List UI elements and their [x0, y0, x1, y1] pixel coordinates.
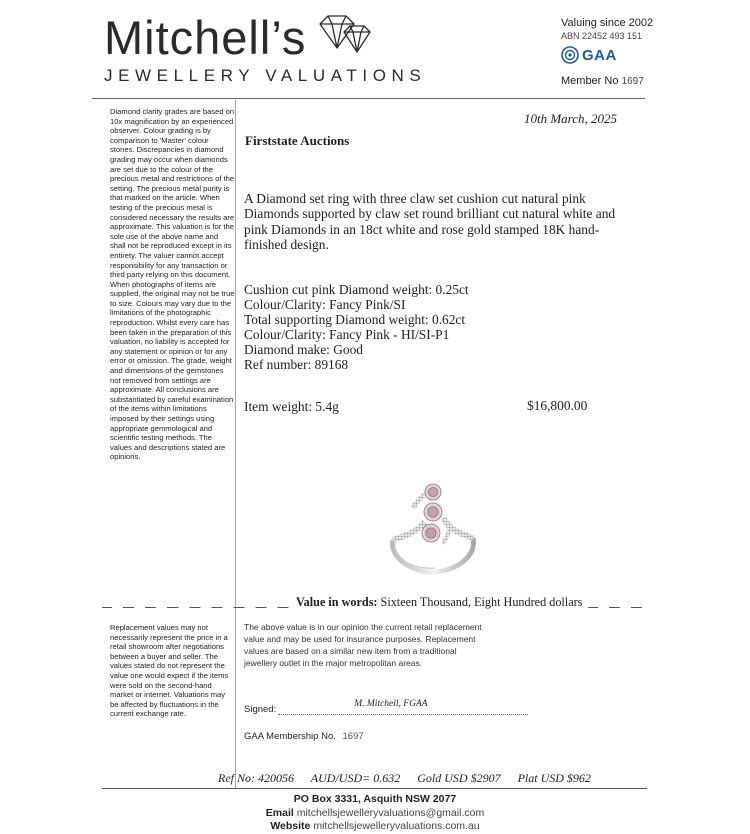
abn-number: ABN 22452 493 151	[561, 31, 643, 41]
footer-divider	[102, 788, 647, 789]
platinum-price: Plat USD $962	[517, 771, 591, 785]
signer-name: M. Mitchell, FGAA	[354, 699, 428, 709]
member-number	[561, 75, 653, 88]
membership-label: GAA Membership No.	[244, 731, 336, 742]
gaa-logo-icon	[561, 46, 579, 64]
header-divider	[92, 98, 645, 99]
reference-line	[218, 771, 605, 786]
spec-line: Cushion cut pink Diamond weight: 0.25ct	[244, 282, 469, 297]
signature-block	[244, 699, 528, 715]
email-link[interactable]: mitchellsjewelleryvaluations@gmail.com	[296, 806, 485, 819]
brand-logo	[104, 12, 426, 86]
value-words-label: Value in words:	[296, 595, 378, 609]
signed-label: Signed:	[244, 704, 277, 715]
valuing-since: Valuing since 2002	[561, 17, 654, 29]
website-label: Website	[270, 820, 311, 832]
value-in-words	[290, 595, 588, 610]
email-row	[0, 807, 750, 821]
spec-line: Ref number: 89168	[244, 357, 349, 372]
replacement-notes	[110, 623, 235, 719]
exchange-rate: AUD/USD= 0.632	[310, 771, 401, 785]
gaa-text: GAA	[582, 46, 617, 64]
item-specs	[244, 282, 469, 372]
member-no: 1697	[621, 76, 644, 87]
gaa-small-print	[561, 65, 653, 71]
opinion-text: The above value is in our opinion the current retail replacement value and may be used for insurance purposes. Replacement values are based on a similar new item from a traditional jewellery outlet in the major metropolitan areas.	[244, 622, 482, 668]
spec-line: Diamond make: Good	[244, 342, 364, 357]
ref-number: Ref No: 420056	[218, 771, 294, 785]
disclaimer-notes	[110, 107, 235, 462]
column-divider	[235, 100, 236, 788]
website-link[interactable]: mitchellsjewelleryvaluations.com.au	[313, 820, 480, 832]
item-weight: Item weight: 5.4g	[244, 399, 339, 414]
replacement-text: Replacement values may not necessarily represent the price in a retail showroom after negotiations between a buyer and seller. The values stated do not represent the value one would expect if the items were sold on the second-hand market or internet. Valuations may be affected by fluctuations in the current exchange rate.	[110, 623, 229, 719]
brand-subtitle: JEWELLERY VALUATIONS	[104, 66, 427, 85]
valuation-date: 10th March, 2025	[523, 111, 617, 126]
signature-line	[278, 699, 528, 715]
header-info	[561, 17, 653, 88]
gaa-logo	[561, 46, 653, 64]
member-label: Member No	[561, 75, 619, 87]
ring-photo	[385, 478, 481, 578]
po-box: PO Box 3331, Asquith NSW 2077	[293, 793, 457, 805]
gaa-membership	[244, 731, 364, 742]
gold-price: Gold USD $2907	[417, 771, 501, 785]
spec-line: Colour/Clarity: Fancy Pink - HI/SI-P1	[244, 327, 450, 342]
item-description: A Diamond set ring with three claw set cushion cut natural pink Diamonds supported by claw set round brilliant cut natural white and pink Diamonds in an 18ct white and rose gold stamped 18K hand-finished design.	[244, 191, 616, 252]
spec-line: Colour/Clarity: Fancy Pink/SI	[244, 297, 406, 312]
email-label: Email	[265, 806, 294, 819]
footer	[0, 793, 750, 834]
disclaimer-text: Diamond clarity grades are based on 10x magnification by an experienced observer. Colour grading is by comparison to 'Master' colour stones. Discrepancies in diamond grading may occur when diamonds are set due to the colour of the precious metal and restrictions of the setting. The precious metal purity is that marked on the article. When testing of the precious metal is considered necessary the results are approximate. This valuation is for the sole use of the above name and shall not be reproduced except in its entirety. The valuer cannot accept responsibility for any transaction or third party relying on this document. When photographs of items are supplied, the original may not be true to size. Colours may vary due to the limitations of the photographic reproduction. Whilst every care has been taken in the preparation of this valuation, no liability is accepted for any statement or opinion or for any error or omission. The grade, weight and dimensions of the gemstones not removed from settings are approximate. All conclusions are substantiated by careful examination of the items within limitations imposed by their settings using appropriate gemmological and scientific testing methods. The values and descriptions stated are opinions.	[110, 107, 235, 462]
diamond-logo-icon	[316, 14, 374, 58]
website-row	[0, 820, 750, 834]
client-name: Firststate Auctions	[245, 133, 350, 148]
spec-line: Total supporting Diamond weight: 0.62ct	[244, 312, 466, 327]
valuation-price: $16,800.00	[527, 398, 588, 413]
brand-name: Mitchell’s	[104, 11, 307, 64]
value-words: Sixteen Thousand, Eight Hundred dollars	[380, 595, 583, 609]
membership-number: 1697	[342, 731, 364, 742]
